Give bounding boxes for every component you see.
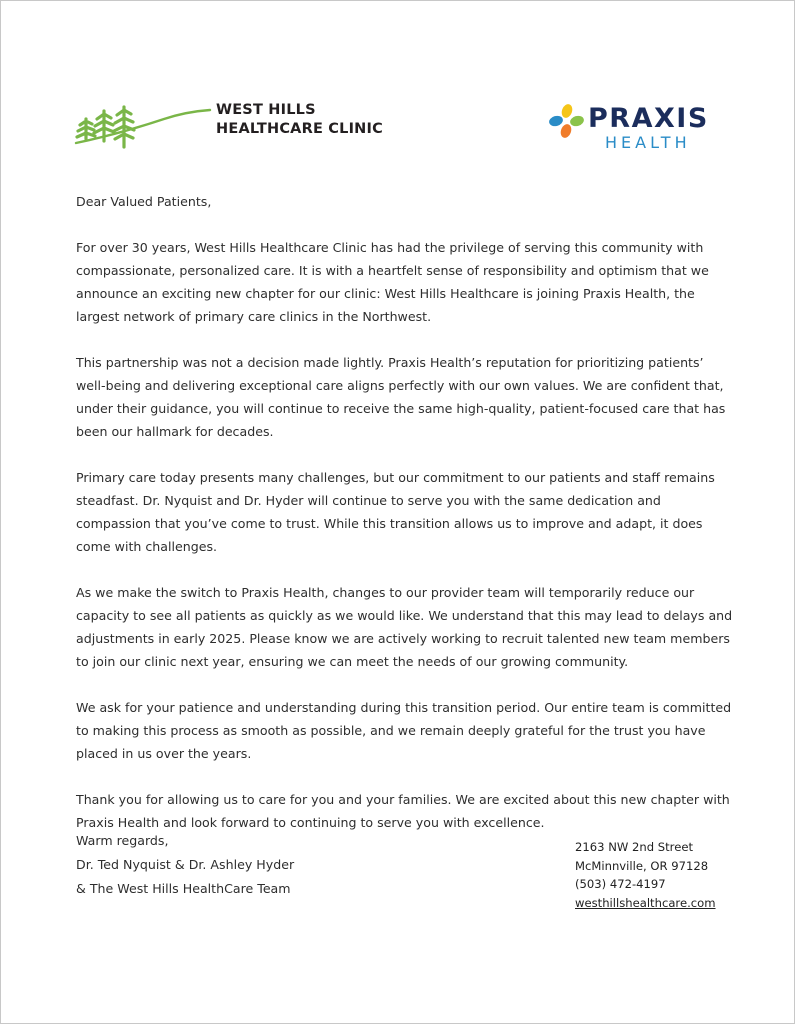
clinic-name-line1: WEST HILLS	[216, 102, 316, 118]
partner-subtitle: HEALTH	[605, 133, 691, 152]
salutation: Dear Valued Patients,	[76, 194, 212, 209]
website-link[interactable]: westhillshealthcare.com	[575, 895, 716, 910]
clinic-name-line2: HEALTHCARE CLINIC	[216, 121, 383, 137]
closing	[76, 829, 294, 901]
paragraph: For over 30 years, West Hills Healthcare Clinic has had the privilege of serving this community with compassionate, personalized care. It is with a heartfelt sense of responsibility and optimism that we announce an exciting new chapter for our clinic: West Hills Healthcare is joining Praxis Health, the largest network of primary care clinics in the Northwest.	[76, 240, 709, 324]
closing-greeting: Warm regards,	[76, 833, 169, 848]
closing-team: & The West Hills HealthCare Team	[76, 881, 291, 896]
paragraph: We ask for your patience and understanding during this transition period. Our entire team is committed to making this process as smooth as possible, and we remain deeply grateful for the trust you have placed in us over the years.	[76, 700, 732, 761]
letter-body	[76, 190, 736, 857]
address-street: 2163 NW 2nd Street	[575, 840, 694, 854]
paragraph: As we make the switch to Praxis Health, changes to our provider team will temporarily reduce our capacity to see all patients as quickly as we would like. We understand that this may lead to delays and adjustments in early 2025. Please know we are actively working to recruit talented new team members to join our clinic next year, ensuring we can meet the needs of our growing community.	[76, 585, 733, 669]
address-block	[575, 838, 716, 912]
address-city: McMinnville, OR 97128	[575, 858, 709, 873]
address-phone: (503) 472-4197	[575, 877, 666, 891]
closing-signers: Dr. Ted Nyquist & Dr. Ashley Hyder	[76, 857, 295, 872]
paragraph: Thank you for allowing us to care for you and your families. We are excited about this new chapter with Praxis Health and look forward to continuing to serve you with excellence.	[76, 792, 730, 830]
paragraph: Primary care today presents many challenges, but our commitment to our patients and staff remains steadfast. Dr. Nyquist and Dr. Hyder will continue to serve you with the same dedication and compassion that you’ve come to trust. While this transition allows us to improve and adapt, it does come with challenges.	[76, 470, 715, 554]
praxis-petals-icon	[549, 103, 585, 139]
partner-name: PRAXIS	[588, 103, 709, 134]
paragraph: This partnership was not a decision made lightly. Praxis Health’s reputation for prioritizing patients’ well-being and delivering exceptional care aligns perfectly with our own values. We are confident that, under their guidance, you will continue to receive the same high-quality, patient-focused care that has been our hallmark for decades.	[76, 355, 726, 439]
tree-logo-icon	[74, 99, 214, 155]
clinic-name	[216, 101, 383, 139]
